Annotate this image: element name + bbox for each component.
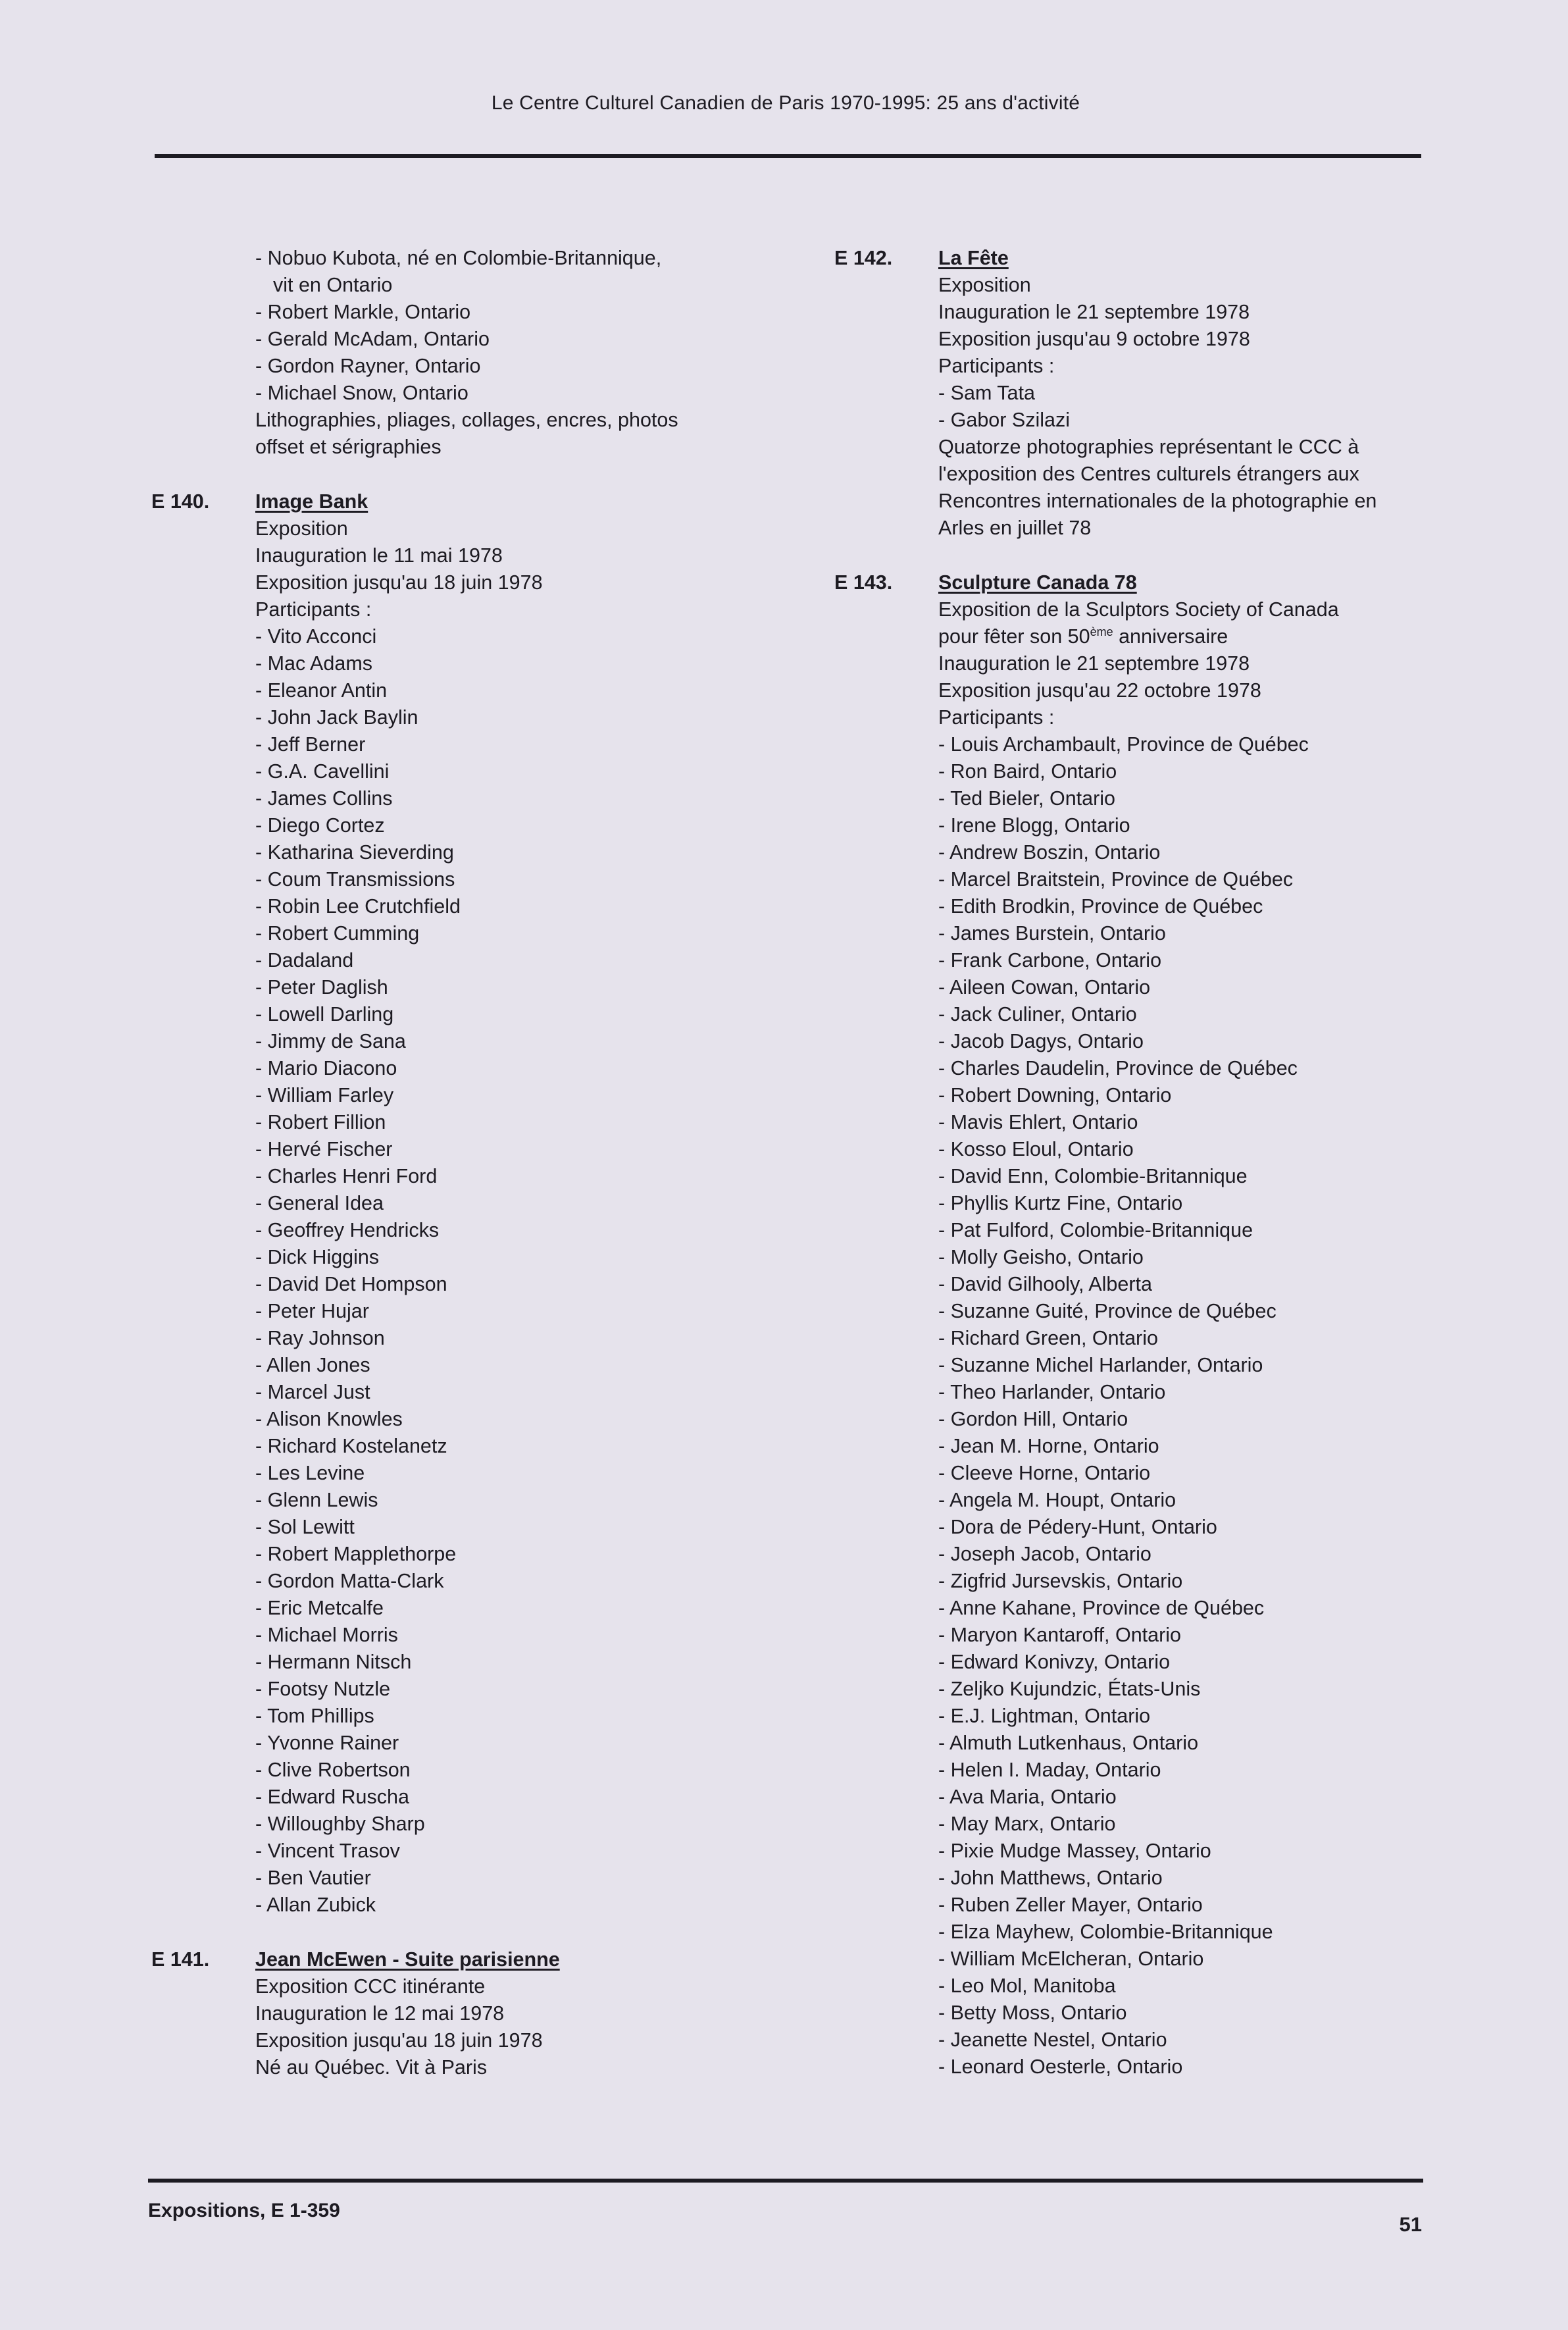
entry-description: Quatorze photographies représentant le CCC à (938, 436, 1359, 458)
participant-item: - Eleanor Antin (255, 677, 753, 704)
participant-item: - Jeanette Nestel, Ontario (938, 2027, 1427, 2054)
participant-item: - Irene Blogg, Ontario (938, 812, 1427, 839)
entry-type: Exposition (255, 517, 348, 540)
participant-item: - Michael Morris (255, 1622, 753, 1649)
participants-list (938, 380, 1427, 434)
entry-type: Exposition (938, 274, 1031, 296)
participant-item: - Coum Transmissions (255, 866, 753, 893)
participant-item: - Charles Henri Ford (255, 1163, 753, 1190)
participant-item: - Angela M. Houpt, Ontario (938, 1487, 1427, 1514)
participant-item: - Almuth Lutkenhaus, Ontario (938, 1730, 1427, 1757)
participant-item: - E.J. Lightman, Ontario (938, 1703, 1427, 1730)
participant-item: - Helen I. Maday, Ontario (938, 1757, 1427, 1784)
participant-item: - Edith Brodkin, Province de Québec (938, 893, 1427, 920)
participant-item: - Footsy Nutzle (255, 1676, 753, 1703)
entry-type: Exposition CCC itinérante (255, 1975, 486, 1998)
participant-item: - Kosso Eloul, Ontario (938, 1136, 1427, 1163)
participant-item: - Jeff Berner (255, 731, 753, 758)
list-item: - Gerald McAdam, Ontario (255, 328, 490, 350)
participant-item: - William McElcheran, Ontario (938, 1946, 1427, 1973)
participant-item: - Dadaland (255, 947, 753, 974)
participant-item: - Mavis Ehlert, Ontario (938, 1109, 1427, 1136)
participant-item: - Gabor Szilazi (938, 407, 1427, 434)
participant-item: - Frank Carbone, Ontario (938, 947, 1427, 974)
participant-item: - Pixie Mudge Massey, Ontario (938, 1838, 1427, 1865)
left-column (151, 245, 753, 2081)
participant-item: - Suzanne Guité, Province de Québec (938, 1298, 1427, 1325)
participant-item: - Robert Fillion (255, 1109, 753, 1136)
participant-item: - Vincent Trasov (255, 1838, 753, 1865)
participant-item: - Jean M. Horne, Ontario (938, 1433, 1427, 1460)
participant-item: - Betty Moss, Ontario (938, 2000, 1427, 2027)
participant-item: - G.A. Cavellini (255, 758, 753, 785)
entry-title: Image Bank (255, 490, 368, 513)
participant-item: - Leo Mol, Manitoba (938, 1973, 1427, 2000)
entry-description: Rencontres internationales de la photographie en (938, 490, 1377, 512)
participant-item: - Zigfrid Jursevskis, Ontario (938, 1568, 1427, 1595)
participant-item: - Peter Daglish (255, 974, 753, 1001)
participant-item: - Ruben Zeller Mayer, Ontario (938, 1892, 1427, 1919)
participant-item: - Leonard Oesterle, Ontario (938, 2054, 1427, 2081)
participant-item: - Allen Jones (255, 1352, 753, 1379)
list-item: - Robert Markle, Ontario (255, 301, 471, 323)
participant-item: - David Enn, Colombie-Britannique (938, 1163, 1427, 1190)
participant-item: - Hervé Fischer (255, 1136, 753, 1163)
participant-item: - May Marx, Ontario (938, 1811, 1427, 1838)
entry-description: pour fêter son 50ème anniversaire (938, 625, 1228, 648)
running-header: Le Centre Culturel Canadien de Paris 1970-1995: 25 ans d'activité (491, 92, 1080, 114)
participant-item: - Jimmy de Sana (255, 1028, 753, 1055)
participant-item: - Zeljko Kujundzic, États-Unis (938, 1676, 1427, 1703)
participant-item: - Robert Mapplethorpe (255, 1541, 753, 1568)
entry-title: Sculpture Canada 78 (938, 571, 1137, 594)
participant-item: - Ben Vautier (255, 1865, 753, 1892)
page-number: 51 (1399, 2213, 1422, 2236)
entry-inauguration: Inauguration le 21 septembre 1978 (938, 652, 1250, 675)
participant-item: - Maryon Kantaroff, Ontario (938, 1622, 1427, 1649)
participant-item: - Edward Ruscha (255, 1784, 753, 1811)
participant-item: - Gordon Hill, Ontario (938, 1406, 1427, 1433)
participant-item: - Richard Green, Ontario (938, 1325, 1427, 1352)
participant-item: - Robin Lee Crutchfield (255, 893, 753, 920)
list-item: - Gordon Rayner, Ontario (255, 355, 481, 377)
entry-title: La Fête (938, 247, 1009, 269)
participants-label: Participants : (938, 355, 1055, 377)
participant-item: - Peter Hujar (255, 1298, 753, 1325)
participant-item: - Clive Robertson (255, 1757, 753, 1784)
entry-number: E 140. (151, 490, 210, 513)
entry-e140 (151, 488, 753, 1919)
participant-item: - Katharina Sieverding (255, 839, 753, 866)
participants-label: Participants : (255, 598, 372, 621)
participant-item: - Mario Diacono (255, 1055, 753, 1082)
participant-item: - John Matthews, Ontario (938, 1865, 1427, 1892)
participant-item: - Molly Geisho, Ontario (938, 1244, 1427, 1271)
entry-inauguration: Inauguration le 21 septembre 1978 (938, 301, 1250, 323)
participant-item: - Ray Johnson (255, 1325, 753, 1352)
continuation-block (151, 245, 753, 461)
participant-item: - Theo Harlander, Ontario (938, 1379, 1427, 1406)
participant-item: - Andrew Boszin, Ontario (938, 839, 1427, 866)
participant-item: - Sam Tata (938, 380, 1427, 407)
entry-description: l'exposition des Centres culturels étrangers aux (938, 463, 1359, 485)
participant-item: - Lowell Darling (255, 1001, 753, 1028)
participant-item: - Mac Adams (255, 650, 753, 677)
participant-item: - Geoffrey Hendricks (255, 1217, 753, 1244)
participant-item: - Les Levine (255, 1460, 753, 1487)
header-rule (155, 154, 1421, 158)
participant-item: - Marcel Braitstein, Province de Québec (938, 866, 1427, 893)
participant-item: - Ted Bieler, Ontario (938, 785, 1427, 812)
entry-e141 (151, 1946, 753, 2081)
entry-e143 (834, 569, 1427, 2081)
participant-item: - Joseph Jacob, Ontario (938, 1541, 1427, 1568)
entry-e142 (834, 245, 1427, 542)
participant-item: - Suzanne Michel Harlander, Ontario (938, 1352, 1427, 1379)
participant-item: - William Farley (255, 1082, 753, 1109)
participant-item: - Edward Konivzy, Ontario (938, 1649, 1427, 1676)
participant-item: - Anne Kahane, Province de Québec (938, 1595, 1427, 1622)
participant-item: - Eric Metcalfe (255, 1595, 753, 1622)
participant-item: - Vito Acconci (255, 623, 753, 650)
participant-item: - General Idea (255, 1190, 753, 1217)
entry-description: Exposition de la Sculptors Society of Canada (938, 598, 1339, 621)
list-item: - Nobuo Kubota, né en Colombie-Britannique, (255, 247, 662, 269)
participant-item: - Sol Lewitt (255, 1514, 753, 1541)
participant-item: - Phyllis Kurtz Fine, Ontario (938, 1190, 1427, 1217)
entry-title: Jean McEwen - Suite parisienne (255, 1948, 560, 1971)
right-column (834, 245, 1427, 2081)
participant-item: - David Gilhooly, Alberta (938, 1271, 1427, 1298)
entry-note: Né au Québec. Vit à Paris (255, 2056, 488, 2079)
entry-inauguration: Inauguration le 12 mai 1978 (255, 2002, 505, 2025)
participant-item: - Dick Higgins (255, 1244, 753, 1271)
participant-item: - James Collins (255, 785, 753, 812)
participant-item: - Cleeve Horne, Ontario (938, 1460, 1427, 1487)
participant-item: - Yvonne Rainer (255, 1730, 753, 1757)
participant-item: - Jacob Dagys, Ontario (938, 1028, 1427, 1055)
participant-item: - Willoughby Sharp (255, 1811, 753, 1838)
participant-item: - John Jack Baylin (255, 704, 753, 731)
participant-item: - Glenn Lewis (255, 1487, 753, 1514)
entry-until: Exposition jusqu'au 9 octobre 1978 (938, 328, 1250, 350)
participant-item: - Louis Archambault, Province de Québec (938, 731, 1427, 758)
footer-rule (148, 2179, 1423, 2183)
footer-section: Expositions, E 1-359 (148, 2200, 340, 2221)
entry-number: E 143. (834, 571, 893, 594)
participant-item: - Marcel Just (255, 1379, 753, 1406)
participant-item: - Aileen Cowan, Ontario (938, 974, 1427, 1001)
participant-item: - Ron Baird, Ontario (938, 758, 1427, 785)
entry-number: E 141. (151, 1948, 210, 1971)
media-note: offset et sérigraphies (255, 436, 442, 458)
participant-item: - Diego Cortez (255, 812, 753, 839)
participant-item: - Elza Mayhew, Colombie-Britannique (938, 1919, 1427, 1946)
list-item-subline: vit en Ontario (273, 274, 393, 296)
entry-inauguration: Inauguration le 11 mai 1978 (255, 544, 503, 567)
participant-item: - Richard Kostelanetz (255, 1433, 753, 1460)
participant-item: - Jack Culiner, Ontario (938, 1001, 1427, 1028)
participant-item: - Dora de Pédery-Hunt, Ontario (938, 1514, 1427, 1541)
participant-item: - Hermann Nitsch (255, 1649, 753, 1676)
entry-until: Exposition jusqu'au 18 juin 1978 (255, 571, 543, 594)
participants-label: Participants : (938, 706, 1055, 729)
participant-item: - Gordon Matta-Clark (255, 1568, 753, 1595)
participant-item: - Robert Cumming (255, 920, 753, 947)
participant-item: - David Det Hompson (255, 1271, 753, 1298)
participant-item: - Alison Knowles (255, 1406, 753, 1433)
participant-item: - James Burstein, Ontario (938, 920, 1427, 947)
entry-description: Arles en juillet 78 (938, 517, 1092, 539)
participant-item: - Robert Downing, Ontario (938, 1082, 1427, 1109)
participant-item: - Tom Phillips (255, 1703, 753, 1730)
participants-list (255, 623, 753, 1919)
entry-until: Exposition jusqu'au 18 juin 1978 (255, 2029, 543, 2052)
participant-item: - Allan Zubick (255, 1892, 753, 1919)
participant-item: - Ava Maria, Ontario (938, 1784, 1427, 1811)
entry-until: Exposition jusqu'au 22 octobre 1978 (938, 679, 1261, 702)
list-item: - Michael Snow, Ontario (255, 382, 468, 404)
media-note: Lithographies, pliages, collages, encres, photos (255, 409, 678, 431)
entry-number: E 142. (834, 247, 893, 269)
participants-list (938, 731, 1427, 2081)
participant-item: - Pat Fulford, Colombie-Britannique (938, 1217, 1427, 1244)
participant-item: - Charles Daudelin, Province de Québec (938, 1055, 1427, 1082)
